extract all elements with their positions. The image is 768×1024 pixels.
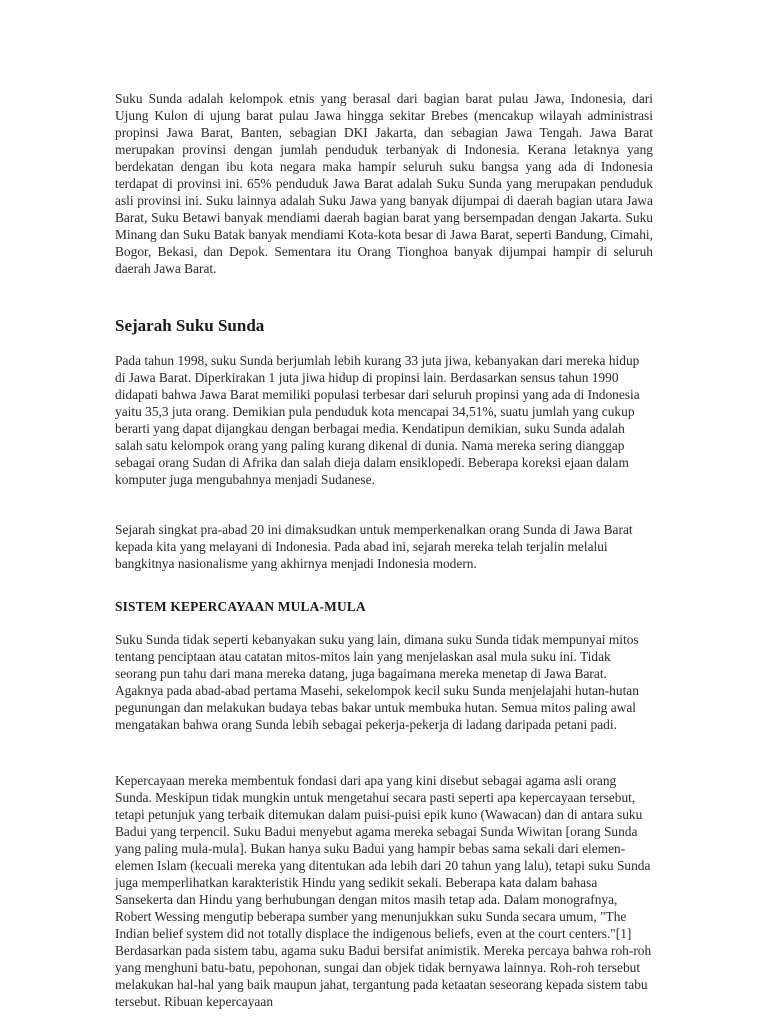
- sistem-paragraph-2: Kepercayaan mereka membentuk fondasi dari apa yang kini disebut sebagai agama asli orang Sunda. Meskipun tidak mungkin untuk mengetahui secara pasti seperti apa kepercayaan tersebut, tetapi petunjuk yang terbaik ditemukan dalam puisi-puisi epik kuno (Wawacan) dan di antara suku Badui yang terpencil. Suku Badui menyebut agama mereka sebagai Sunda Wiwitan [orang Sunda yang paling mula-mula]. Bukan hanya suku Badui yang hampir bebas sama sekali dari elemen- elemen Islam (kecuali mereka yang ditentukan ada lebih dari 20 tahun yang lalu), tetapi suku Sunda juga memperlihatkan karakteristik Hindu yang sedikit sekali. Beberapa kata dalam bahasa Sansekerta dan Hindu yang berhubungan dengan mitos masih tetap ada. Dalam monografnya, Robert Wessing mengutip beberapa sumber yang menunjukkan suku Sunda secara umum, "The Indian belief system did not totally displace the indigenous beliefs, even at the court centers."[1] Berdasarkan pada sistem tabu, agama suku Badui bersifat animistik. Mereka percaya bahwa roh-roh yang menghuni batu-batu, pepohonan, sungai dan objek tidak bernyawa lainnya. Roh-roh tersebut melakukan hal-hal yang baik maupun jahat, tergantung pada ketaatan seseorang kepada sistem tabu tersebut. Ribuan kepercayaan: [115, 773, 652, 1009]
- heading-sistem-kepercayaan: SISTEM KEPERCAYAAN MULA-MULA: [115, 599, 366, 614]
- sistem-paragraph-1: Suku Sunda tidak seperti kebanyakan suku yang lain, dimana suku Sunda tidak mempunyai mitos tentang penciptaan atau catatan mitos-mitos lain yang menjelaskan asal mula suku ini. Tidak seorang pun tahu dari mana mereka datang, juga bagaimana mereka menetap di Jawa Barat. Agaknya pada abad-abad pertama Masehi, sekelompok kecil suku Sunda menjelajahi hutan-hutan pegunungan dan melakukan budaya tebas bakar untuk membuka hutan. Semua mitos paling awal mengatakan bahwa orang Sunda lebih sebagai pekerja-pekerja di ladang daripada petani padi.: [115, 632, 639, 732]
- heading-sejarah-suku-sunda: Sejarah Suku Sunda: [115, 316, 265, 335]
- intro-paragraph: Suku Sunda adalah kelompok etnis yang berasal dari bagian barat pulau Jawa, Indonesia, dari Ujung Kulon di ujung barat pulau Jawa hingga sekitar Brebes (mencakup wilayah administrasi propinsi Jawa Barat, Banten, sebagian DKI Jakarta, dan sebagian Jawa Tengah. Jawa Barat merupakan provinsi dengan jumlah penduduk terbanyak di Indonesia. Kerana letaknya yang berdekatan dengan ibu kota negara maka hampir seluruh suku bangsa yang ada di Indonesia terdapat di provinsi ini. 65% penduduk Jawa Barat adalah Suku Sunda yang merupakan penduduk asli provinsi ini. Suku lainnya adalah Suku Jawa yang banyak dijumpai di daerah bagian utara Jawa Barat, Suku Betawi banyak mendiami daerah bagian barat yang bersempadan dengan Jakarta. Suku Minang dan Suku Batak banyak mendiami Kota-kota besar di Jawa Barat, seperti Bandung, Cimahi, Bogor, Bekasi, dan Depok. Sementara itu Orang Tionghoa banyak dijumpai hampir di seluruh daerah Jawa Barat.: [115, 91, 653, 276]
- sejarah-paragraph-2: Sejarah singkat pra-abad 20 ini dimaksudkan untuk memperkenalkan orang Sunda di Jawa Barat kepada kita yang melayani di Indonesia. Pada abad ini, sejarah mereka telah terjalin melalui bangkitnya nasionalisme yang akhirnya menjadi Indonesia modern.: [115, 522, 633, 571]
- sejarah-paragraph-1: Pada tahun 1998, suku Sunda berjumlah lebih kurang 33 juta jiwa, kebanyakan dari mereka hidup di Jawa Barat. Diperkirakan 1 juta jiwa hidup di propinsi lain. Berdasarkan sensus tahun 1990 didapati bahwa Jawa Barat memiliki populasi terbesar dari seluruh propinsi yang ada di Indonesia yaitu 35,3 juta orang. Demikian pula penduduk kota mencapai 34,51%, suatu jumlah yang cukup berarti yang dapat dijangkau dengan berbagai media. Kendatipun demikian, suku Sunda adalah salah satu kelompok orang yang paling kurang dikenal di dunia. Nama mereka sering dianggap sebagai orang Sudan di Afrika dan salah dieja dalam ensiklopedi. Beberapa koreksi ejaan dalam komputer juga mengubahnya menjadi Sudanese.: [115, 353, 640, 487]
